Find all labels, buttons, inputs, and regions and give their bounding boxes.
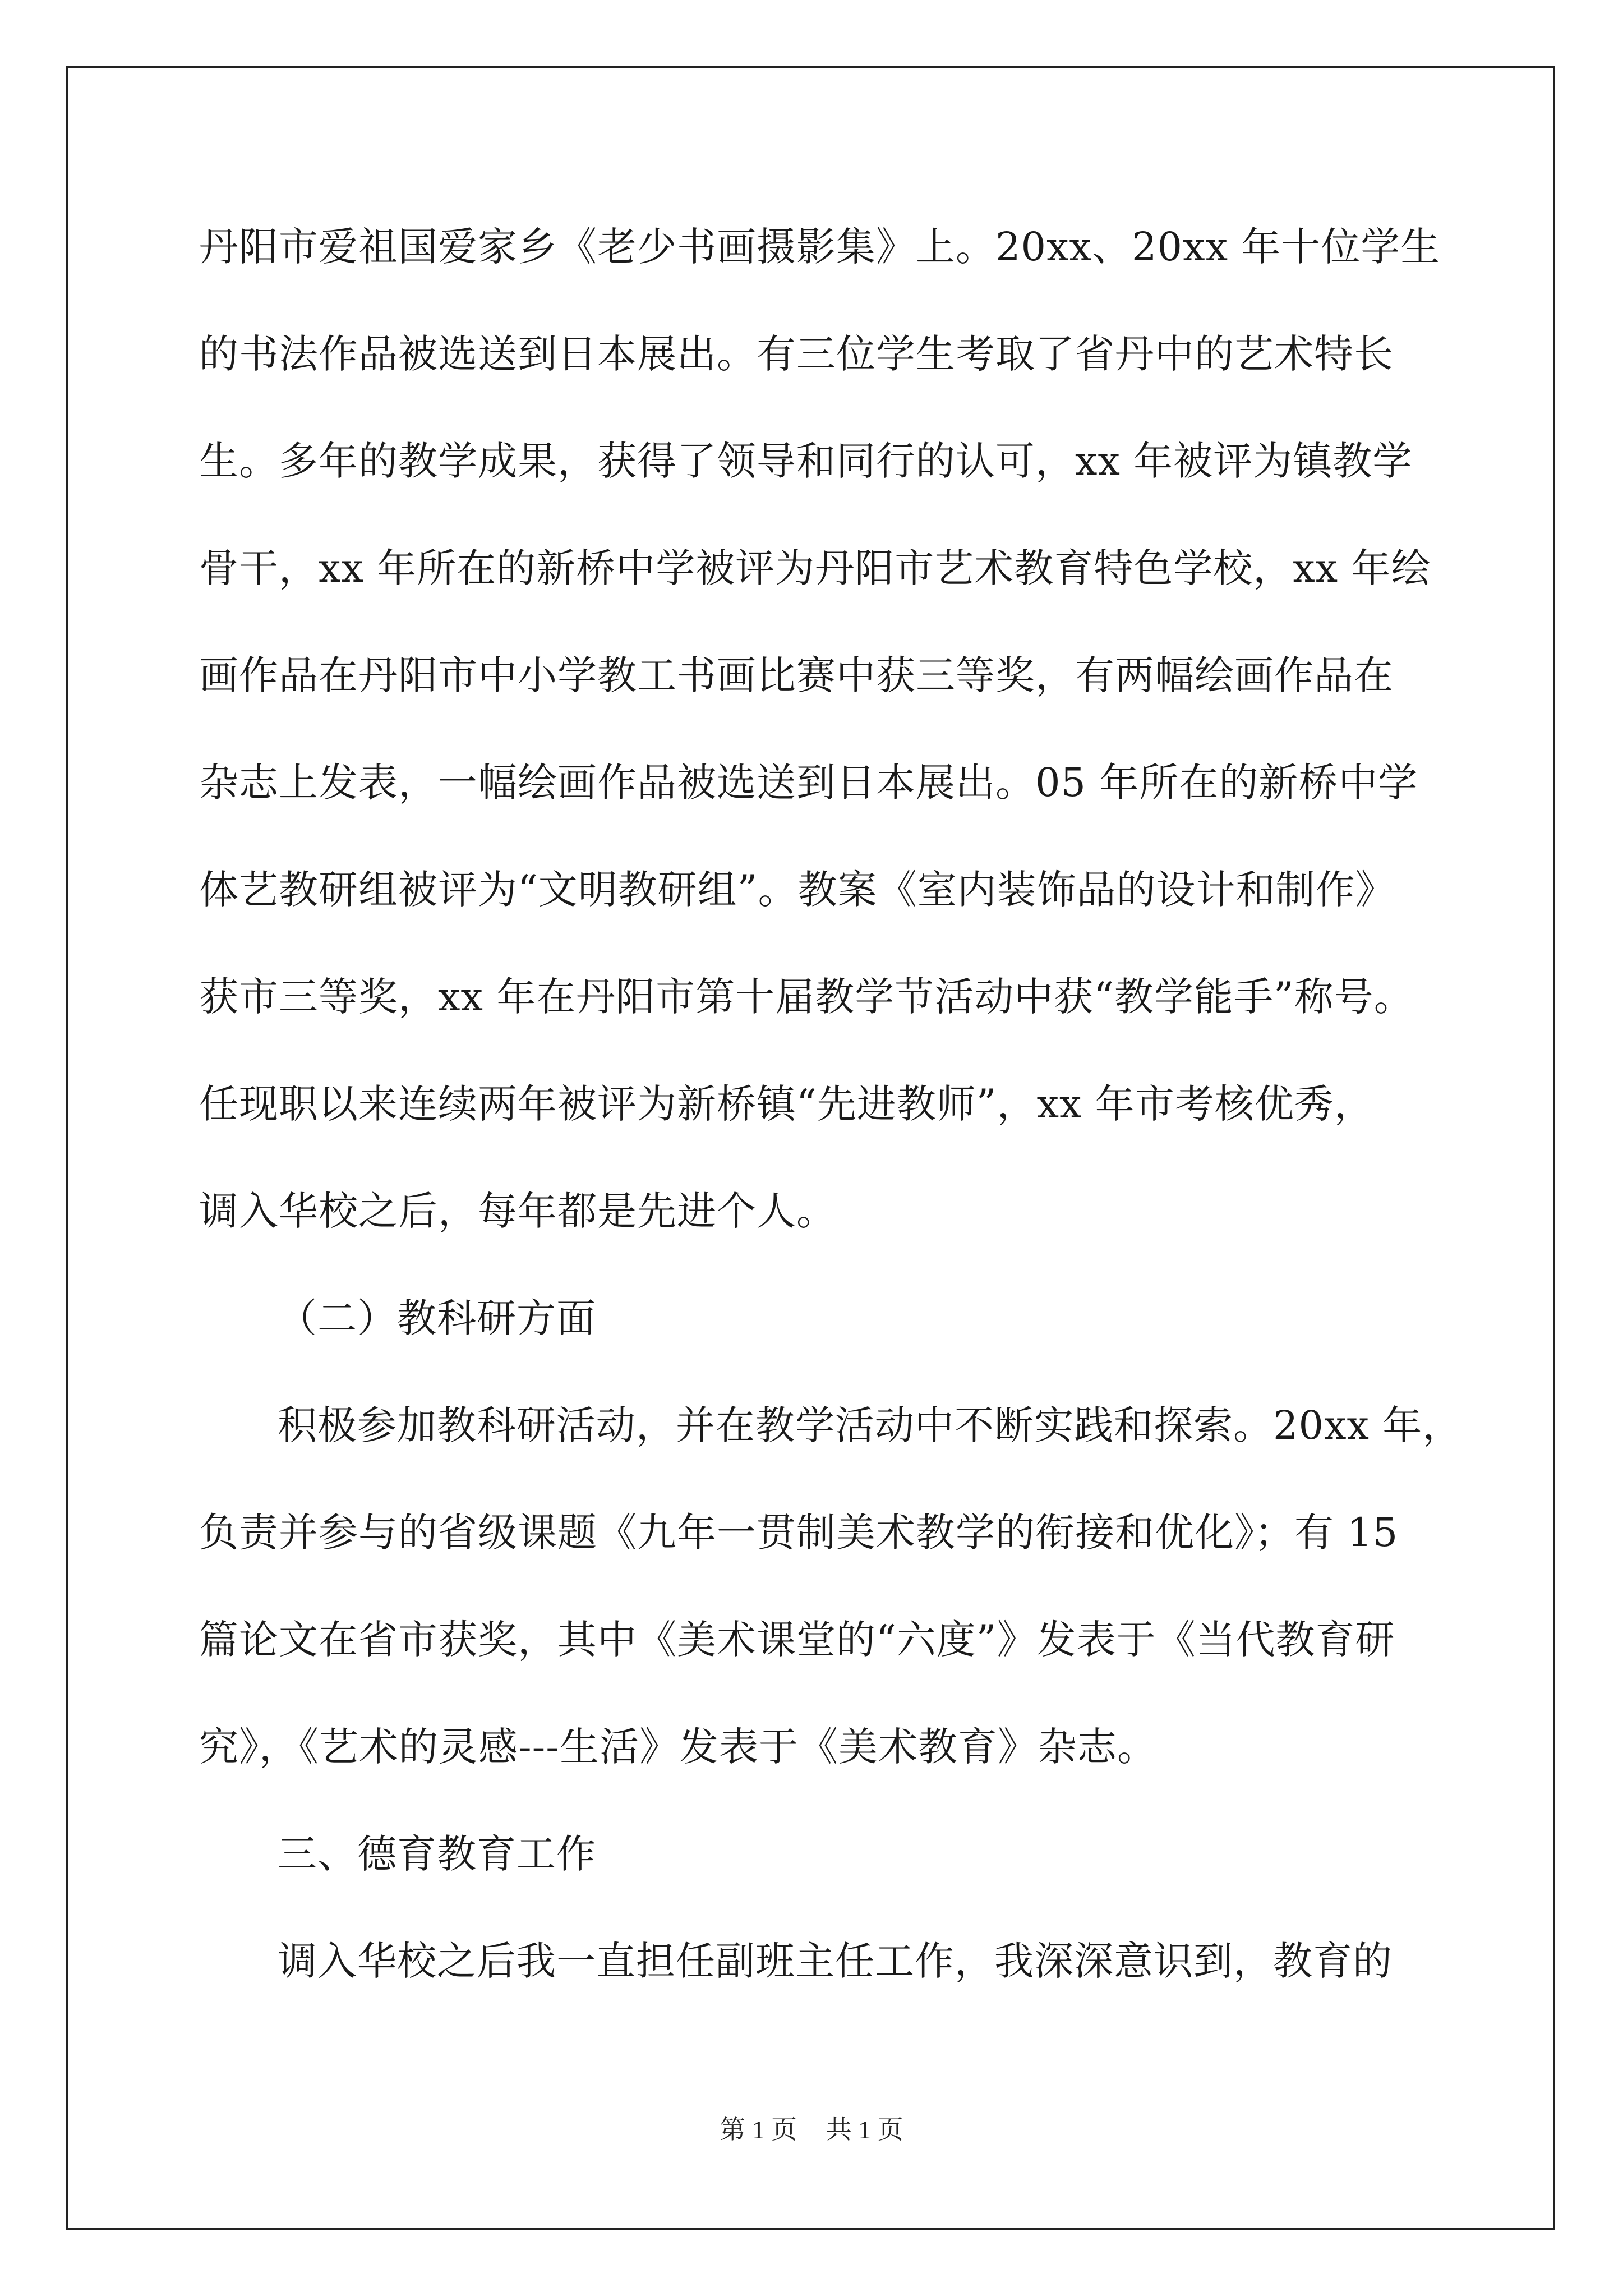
text-line: 生。多年的教学成果，获得了领导和同行的认可，xx 年被评为镇教学 <box>199 438 1413 484</box>
text-line: 积极参加教科研活动，并在教学活动中不断实践和探索。20xx 年， <box>278 1402 1463 1448</box>
text-line: 的书法作品被选送到日本展出。有三位学生考取了省丹中的艺术特长 <box>199 331 1394 377</box>
text-line: 负责并参与的省级课题《九年一贯制美术教学的衔接和优化》；有 15 <box>199 1510 1399 1556</box>
text-line: 篇论文在省市获奖，其中《美术课堂的“六度”》发表于《当代教育研 <box>199 1617 1395 1663</box>
page-footer <box>0 2109 1623 2146</box>
page-number-total: 共 1 页 <box>826 2115 903 2144</box>
text-line: 调入华校之后，每年都是先进个人。 <box>199 1188 836 1234</box>
section-heading: 三、德育教育工作 <box>278 1831 596 1877</box>
page-number-current: 第 1 页 <box>720 2115 797 2144</box>
text-line: 获市三等奖，xx 年在丹阳市第十届教学节活动中获“教学能手”称号。 <box>199 974 1414 1020</box>
section-heading: （二）教科研方面 <box>278 1295 596 1341</box>
text-line: 骨干，xx 年所在的新桥中学被评为丹阳市艺术教育特色学校，xx 年绘 <box>199 545 1431 591</box>
text-line: 任现职以来连续两年被评为新桥镇“先进教师”，xx 年市考核优秀， <box>199 1081 1374 1127</box>
text-line: 杂志上发表，一幅绘画作品被选送到日本展出。05 年所在的新桥中学 <box>199 760 1418 806</box>
document-body <box>199 194 1463 2015</box>
text-line: 究》，《艺术的灵感---生活》发表于《美术教育》杂志。 <box>199 1724 1157 1770</box>
text-line: 丹阳市爱祖国爱家乡《老少书画摄影集》上。20xx、20xx 年十位学生 <box>199 224 1441 270</box>
text-line: 画作品在丹阳市中小学教工书画比赛中获三等奖，有两幅绘画作品在 <box>199 652 1394 698</box>
text-line: 体艺教研组被评为“文明教研组”。教案《室内装饰品的设计和制作》 <box>199 867 1395 913</box>
text-line: 调入华校之后我一直担任副班主任工作，我深深意识到，教育的 <box>278 1938 1393 1984</box>
